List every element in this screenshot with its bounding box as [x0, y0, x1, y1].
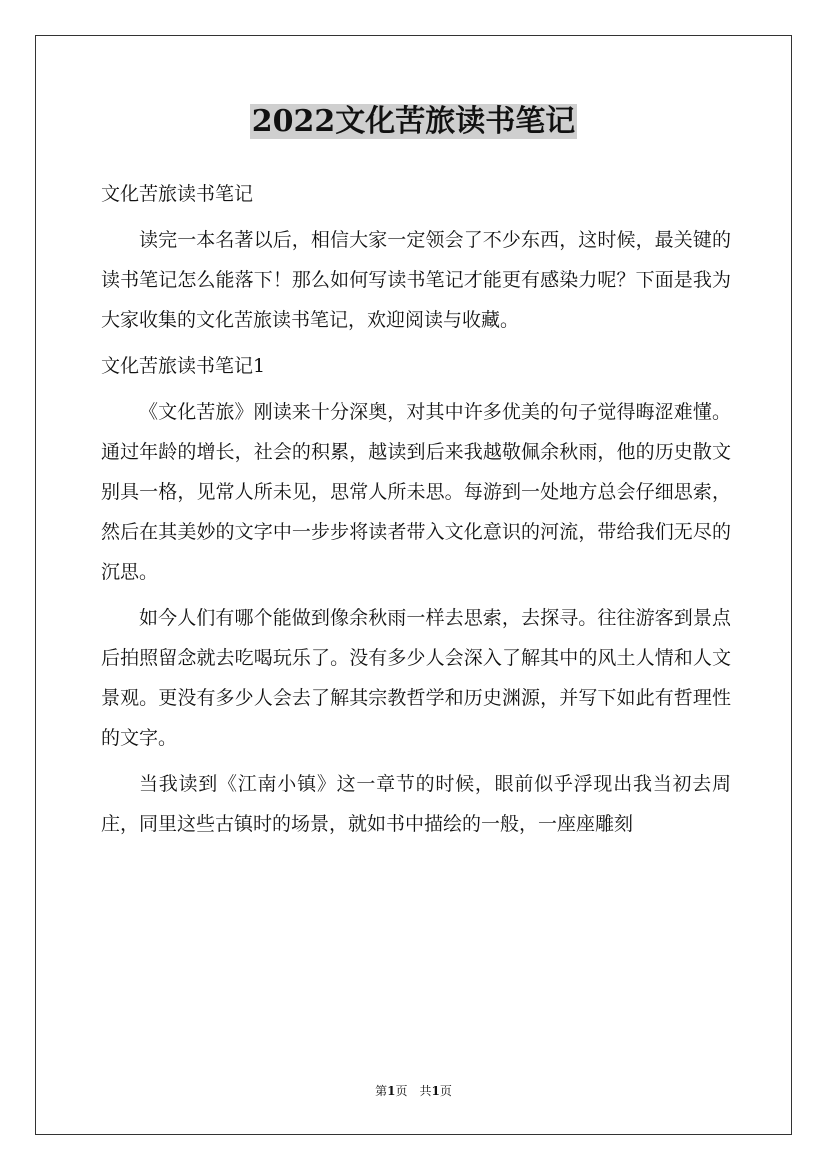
- page-footer: [0, 1083, 827, 1099]
- section-heading: 文化苦旅读书笔记1: [101, 355, 266, 377]
- document-body: [101, 174, 731, 850]
- footer-page-total: 1: [431, 1084, 440, 1098]
- section-heading: 文化苦旅读书笔记: [101, 183, 254, 205]
- body-paragraph: 读完一本名著以后，相信大家一定领会了不少东西，这时候，最关键的读书笔记怎么能落下！那么如何写读书笔记才能更有感染力呢？下面是我为大家收集的文化苦旅读书笔记，欢迎阅读与收藏。: [101, 229, 731, 331]
- footer-page-current: 1: [387, 1084, 396, 1098]
- footer-page-suffix: 页: [439, 1084, 452, 1098]
- body-paragraph: 如今人们有哪个能做到像余秋雨一样去思索，去探寻。往往游客到景点后拍照留念就去吃喝玩乐了。没有多少人会深入了解其中的风土人情和人文景观。更没有多少人会去了解其宗教哲学和历史渊源，并写下如此有哲理性的文字。: [101, 607, 731, 749]
- body-paragraph: 《文化苦旅》刚读来十分深奥，对其中许多优美的句子觉得晦涩难懂。通过年龄的增长，社会的积累，越读到后来我越敬佩余秋雨，他的历史散文别具一格，见常人所未见，思常人所未思。每游到一处地方总会仔细思索，然后在其美妙的文字中一步步将读者带入文化意识的河流，带给我们无尽的沉思。: [101, 401, 731, 583]
- document-title-text: 2022文化苦旅读书笔记: [251, 104, 576, 139]
- document-title: [0, 101, 827, 143]
- body-paragraph: 当我读到《江南小镇》这一章节的时候，眼前似乎浮现出我当初去周庄，同里这些古镇时的场景，就如书中描绘的一般，一座座雕刻: [101, 773, 731, 835]
- footer-page-middle: 页 共: [395, 1084, 432, 1098]
- footer-page-prefix: 第: [375, 1084, 388, 1098]
